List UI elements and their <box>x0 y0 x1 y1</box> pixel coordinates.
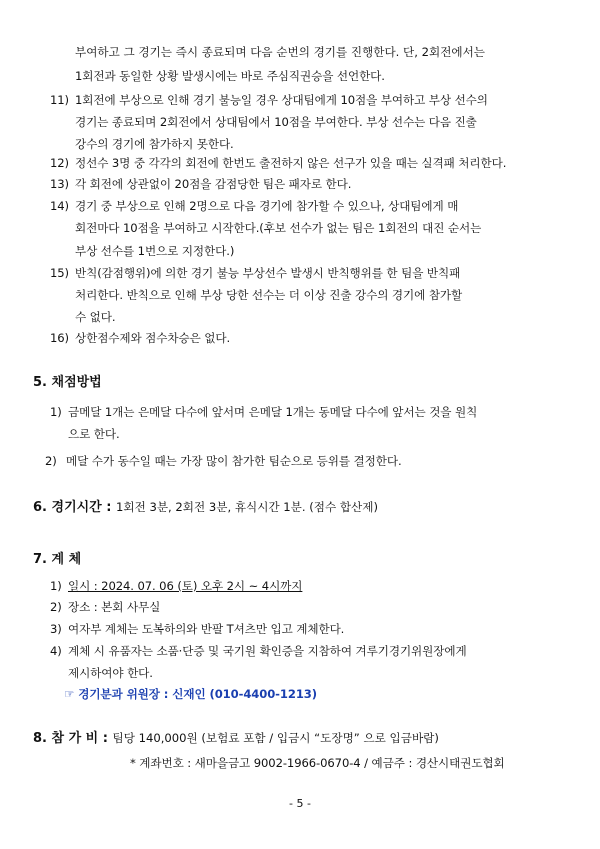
item-text-line: 메달 수가 동수일 때는 가장 많이 참가한 팀순으로 등위를 결정한다. <box>66 454 402 468</box>
rule-text-line: 1회전에 부상으로 인해 경기 불능일 경우 상대팀에게 10점을 부여하고 부상 선수의 <box>75 93 488 107</box>
rule-text-line: 강수의 경기에 참가하지 못한다. <box>75 137 234 151</box>
rule-text-line: 처리한다. 반칙으로 인해 부상 당한 선수는 더 이상 진출 강수의 경기에 참가할 <box>75 288 463 302</box>
section-text: 팀당 140,000원 (보험료 포함 / 입금시 “도장명” 으로 입금바람) <box>112 731 439 745</box>
item-text-line: 계체 시 유품자는 소품·단증 및 국기원 확인증을 지참하여 겨루기경기위원장에게 <box>68 644 467 658</box>
item-number: 1) <box>50 405 62 419</box>
rule-number: 14) <box>50 199 69 213</box>
rule-text-line: 경기는 종료되며 2회전에서 상대팀에서 10점을 부여한다. 부상 선수는 다음 진출 <box>75 115 477 129</box>
item-text-line: 여자부 계체는 도복하의와 반팔 T셔츠만 입고 계체한다. <box>68 622 345 636</box>
rule-text-line: 반칙(감점행위)에 의한 경기 불능 부상선수 발생시 반칙행위를 한 팀을 반칙패 <box>75 266 461 280</box>
page-number: - 5 - <box>289 797 311 810</box>
section-heading <box>33 729 439 748</box>
weigh-in-datetime: 일시 : 2024. 07. 06 (토) 오후 2시 ~ 4시까지 <box>68 579 303 593</box>
rule-number: 13) <box>50 177 69 191</box>
section-title: 8. 참 가 비 : <box>33 731 108 746</box>
item-text-line: 장소 : 본회 사무실 <box>68 600 161 614</box>
item-number: 2) <box>50 600 62 614</box>
item-number: 2) <box>45 454 57 468</box>
rule-number: 15) <box>50 266 69 280</box>
section-heading: 5. 채점방법 <box>33 375 102 390</box>
section-heading <box>33 498 378 517</box>
section-text: 1회전 3분, 2회전 3분, 휴식시간 1분. (점수 합산제) <box>116 500 378 514</box>
rule-text-line: 정선수 3명 중 각각의 회전에 한번도 출전하지 않은 선구가 있을 때는 실격패 처리한다. <box>75 156 507 170</box>
contact-line: ☞ 경기분과 위원장 : 신재인 (010-4400-1213) <box>64 687 317 701</box>
text-line: 부여하고 그 경기는 즉시 종료되며 다음 순번의 경기를 진행한다. 단, 2회전에서는 <box>75 45 485 59</box>
rule-text-line: 부상 선수를 1번으로 지정한다.) <box>75 244 235 258</box>
section-heading: 7. 계 체 <box>33 552 82 567</box>
item-text-line: 제시하여야 한다. <box>68 666 153 680</box>
rule-text-line: 각 회전에 상관없이 20점을 감점당한 팀은 패자로 한다. <box>75 177 352 191</box>
item-text-line: 으로 한다. <box>68 427 120 441</box>
item-number: 4) <box>50 644 62 658</box>
item-number: 3) <box>50 622 62 636</box>
rule-number: 16) <box>50 331 69 345</box>
section-title: 6. 경기시간 : <box>33 500 112 515</box>
bank-account-line: * 계좌번호 : 새마을금고 9002-1966-0670-4 / 예금주 : 경산시태권도협회 <box>130 756 505 770</box>
rule-number: 12) <box>50 156 69 170</box>
rule-continuation-line: 1회전과 동일한 상황 발생시에는 바로 주심직권승을 선언한다. <box>75 69 385 83</box>
rule-text-line: 상한점수제와 점수차승은 없다. <box>75 331 231 345</box>
rule-number: 11) <box>50 93 69 107</box>
item-text-line: 금메달 1개는 은메달 다수에 앞서며 은메달 1개는 동메달 다수에 앞서는 것을 원칙 <box>68 405 478 419</box>
rule-text-line: 경기 중 부상으로 인해 2명으로 다음 경기에 참가할 수 있으나, 상대팀에게 매 <box>75 199 459 213</box>
rule-continuation-line <box>75 44 575 60</box>
rule-text-line: 회전마다 10점을 부여하고 시작한다.(후보 선수가 없는 팀은 1회전의 대진 순서는 <box>75 221 482 235</box>
rule-text-line: 수 없다. <box>75 310 116 324</box>
item-number: 1) <box>50 579 62 593</box>
